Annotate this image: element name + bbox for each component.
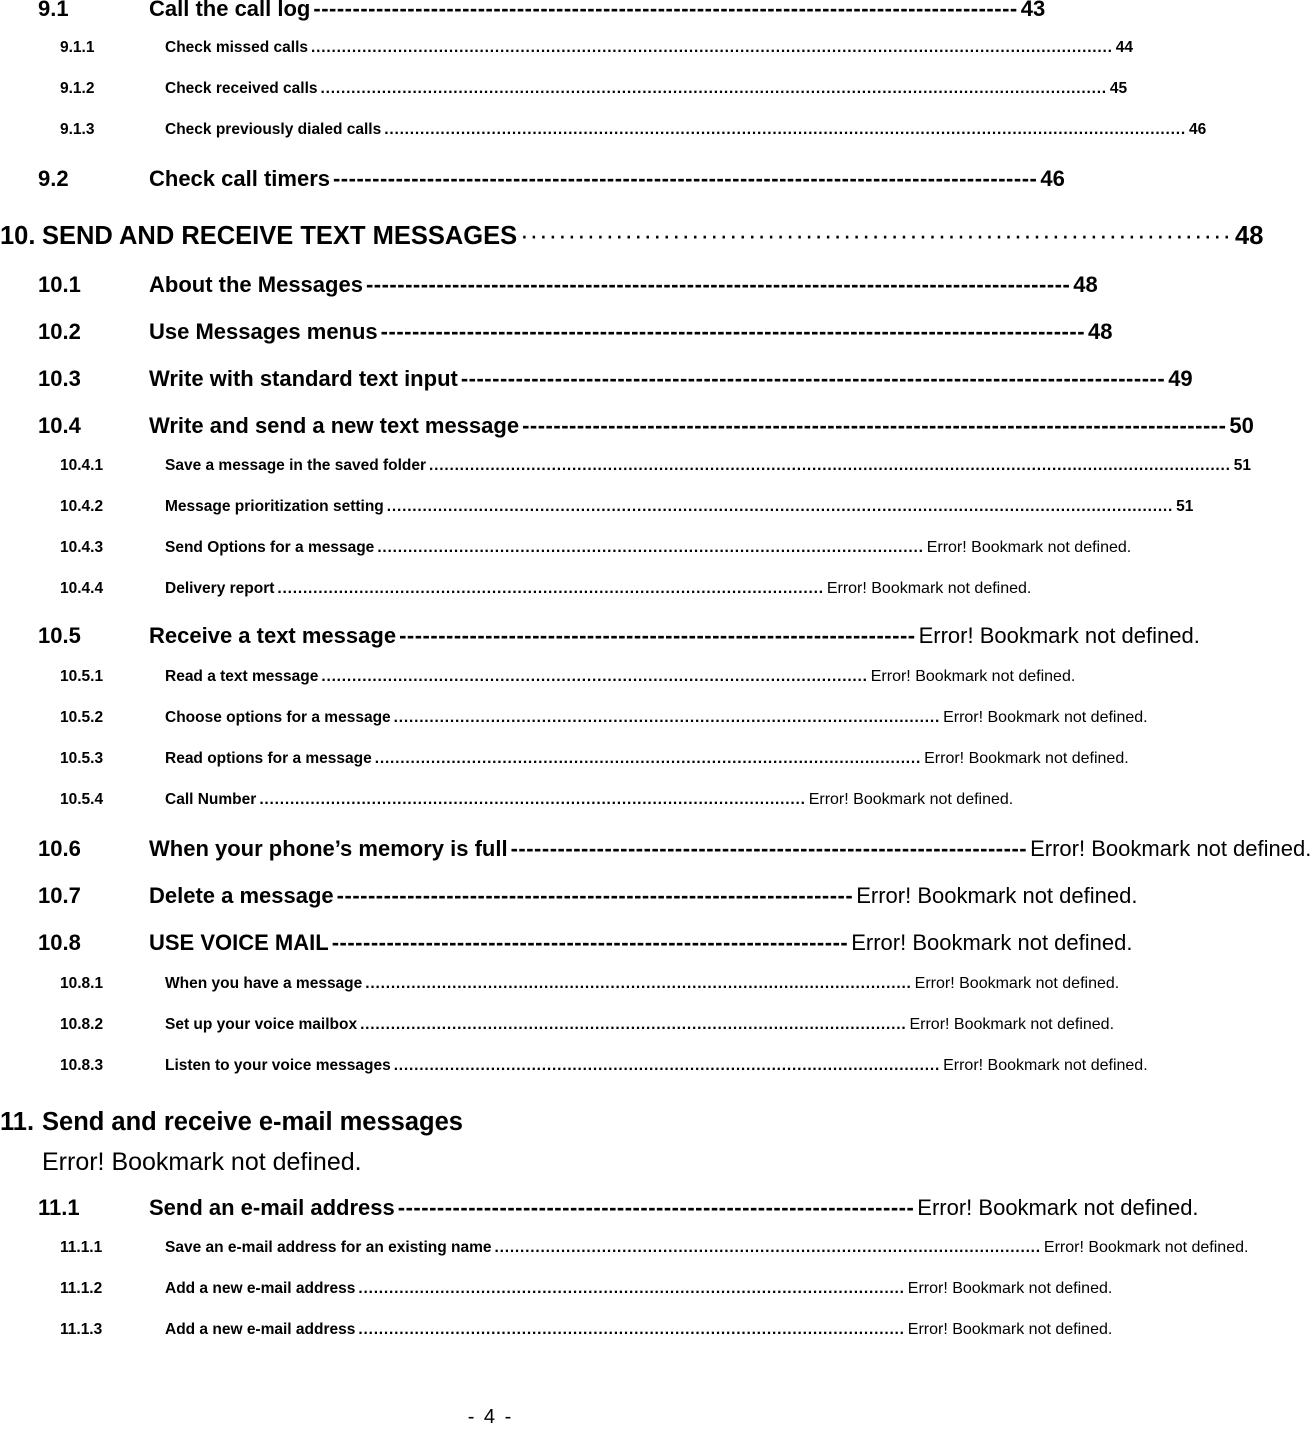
toc-number: 11.1.2: [60, 1280, 103, 1297]
toc-page-error: Error! Bookmark not defined.: [943, 1057, 1148, 1074]
toc-entry[interactable]: [0, 791, 1014, 813]
toc-page: 45: [1109, 80, 1128, 97]
toc-leader: ...........................................................................................................: [360, 1016, 907, 1033]
toc-page-error: Error! Bookmark not defined.: [924, 750, 1129, 767]
toc-entry[interactable]: [0, 121, 1207, 143]
toc-page: 50: [1229, 413, 1254, 438]
toc-leader: ------------------------------------------------------------------: [510, 836, 1028, 861]
toc-number: 9.1: [38, 0, 69, 21]
toc-entry[interactable]: [0, 580, 1032, 602]
toc-leader: ------------------------------------------------------------------: [397, 1195, 915, 1220]
toc-page: 46: [1040, 166, 1065, 191]
toc-leader: ..........................................................................................................................................................: [320, 80, 1107, 97]
toc-number: 10.: [0, 222, 36, 250]
toc-page-error: Error! Bookmark not defined.: [926, 539, 1132, 556]
toc-entry[interactable]: [0, 498, 1194, 520]
toc-number: 10.4.3: [60, 539, 104, 556]
toc-leader: ...........................................................................................................: [377, 539, 924, 556]
toc-leader: ...........................................................................................................: [358, 1280, 905, 1297]
toc-title: Read options for a message: [165, 750, 372, 767]
toc-entry[interactable]: [0, 1239, 1249, 1261]
toc-entry[interactable]: [0, 930, 1133, 960]
toc-number: 10.5.4: [60, 791, 104, 808]
toc-number: 10.4.4: [60, 580, 104, 597]
toc-title: Delivery report: [165, 580, 275, 597]
toc-number: 10.4: [38, 413, 81, 438]
toc-page-error: Error! Bookmark not defined.: [909, 1016, 1115, 1033]
toc-number: 10.8.1: [60, 975, 104, 992]
toc-page-error: Error! Bookmark not defined.: [826, 580, 1032, 597]
toc-title: When your phone’s memory is full: [149, 836, 508, 861]
toc-leader: ------------------------------------------------------------------------------------------: [313, 0, 1018, 21]
toc-page-error: Error! Bookmark not defined.: [907, 1321, 1113, 1338]
toc-leader: ...........................................................................................................: [259, 791, 806, 808]
toc-number: 10.2: [38, 319, 81, 344]
toc-title: Write with standard text input: [149, 366, 458, 391]
toc-title: Check received calls: [165, 80, 318, 97]
toc-leader: ...........................................................................................................: [358, 1321, 905, 1338]
toc-leader: ------------------------------------------------------------------------------------------: [522, 413, 1227, 438]
toc-entry[interactable]: [0, 80, 1128, 102]
toc-title: Check previously dialed calls: [165, 121, 382, 138]
toc-title: Listen to your voice messages: [165, 1057, 391, 1074]
toc-leader: ...........................................................................................................: [277, 580, 824, 597]
toc-page: 48: [1088, 319, 1113, 344]
toc-title: Check missed calls: [165, 39, 309, 56]
toc-leader: ------------------------------------------------------------------------------------------: [460, 366, 1166, 391]
toc-leader: ...........................................................................................................: [321, 668, 868, 685]
toc-page: 48: [1235, 222, 1264, 250]
toc-entry[interactable]: [0, 1195, 1199, 1225]
toc-leader: ------------------------------------------------------------------------------------------: [380, 319, 1086, 344]
toc-page-error: Error! Bookmark not defined.: [1043, 1239, 1249, 1256]
toc-page-error: Error! Bookmark not defined.: [870, 668, 1076, 685]
toc-title: USE VOICE MAIL: [149, 930, 329, 955]
toc-entry[interactable]: [0, 975, 1120, 997]
toc-leader: ..........................................................................................................................................................: [386, 498, 1174, 515]
toc-title: Save an e-mail address for an existing name: [165, 1239, 492, 1256]
toc-number: 10.8.2: [60, 1016, 104, 1033]
toc-entry[interactable]: [0, 1280, 1113, 1302]
toc-leader: ------------------------------------------------------------------------------------------: [365, 272, 1071, 297]
toc-number: 10.4.1: [60, 457, 104, 474]
toc-title: Send Options for a message: [165, 539, 375, 556]
toc-entry[interactable]: [0, 539, 1132, 561]
toc-entry[interactable]: [0, 1016, 1115, 1038]
toc-number: 10.5.1: [60, 668, 104, 685]
toc-page: 49: [1168, 366, 1193, 391]
toc-entry[interactable]: [0, 668, 1076, 690]
toc-page: 51: [1176, 498, 1194, 515]
toc-page-error: Error! Bookmark not defined.: [907, 1280, 1113, 1297]
toc-number: 9.1.3: [60, 121, 95, 138]
toc-title: Save a message in the saved folder: [165, 457, 427, 474]
toc-entry[interactable]: [0, 457, 1251, 479]
toc-title: Use Messages menus: [149, 319, 378, 344]
toc-leader: ------------------------------------------------------------------: [399, 623, 916, 648]
toc-entry[interactable]: [0, 272, 1098, 302]
toc-leader: ...........................................................................................................: [393, 1057, 941, 1074]
toc-entry[interactable]: [0, 883, 1138, 913]
toc-entry[interactable]: [0, 0, 1046, 26]
toc-leader: ...........................................................................................................: [494, 1239, 1041, 1256]
toc-page: 43: [1020, 0, 1046, 21]
toc-number: 9.1.1: [60, 39, 95, 56]
toc-title: Set up your voice mailbox: [165, 1016, 358, 1033]
toc-page-error: Error! Bookmark not defined.: [918, 623, 1200, 648]
toc-title: Choose options for a message: [165, 709, 391, 726]
toc-number: 9.1.2: [60, 80, 95, 97]
toc-entry[interactable]: [0, 836, 1311, 866]
toc-number: 11.1.1: [60, 1239, 103, 1256]
toc-title: Check call timers: [149, 166, 330, 191]
toc-number: 11.1: [38, 1195, 80, 1220]
toc-number: 10.7: [38, 883, 81, 908]
toc-page-error: Error! Bookmark not defined.: [914, 975, 1120, 992]
toc-entry[interactable]: [0, 319, 1113, 349]
toc-title: Read a text message: [165, 668, 319, 685]
toc-page-error: Error! Bookmark not defined.: [42, 1148, 362, 1176]
toc-number: 10.6: [38, 836, 81, 861]
toc-entry[interactable]: [0, 166, 1065, 196]
toc-title: Write and send a new text message: [149, 413, 520, 438]
toc-entry[interactable]: [0, 623, 1200, 653]
toc-entry[interactable]: [0, 709, 1148, 731]
toc-entry[interactable]: [0, 366, 1193, 396]
toc-page: 46: [1188, 121, 1207, 138]
page-number: - 4 -: [467, 1406, 514, 1428]
toc-entry[interactable]: [0, 413, 1254, 443]
toc-title: Delete a message: [149, 883, 334, 908]
toc-page-error: Error! Bookmark not defined.: [808, 791, 1014, 808]
toc-title: Receive a text message: [149, 623, 397, 648]
toc-number: 10.5.2: [60, 709, 104, 726]
toc-number: 10.5: [38, 623, 81, 648]
toc-number: 11.1.3: [60, 1321, 103, 1338]
toc-title: SEND AND RECEIVE TEXT MESSAGES: [42, 222, 518, 250]
toc-page: 44: [1115, 39, 1133, 56]
toc-leader: ...........................................................................................................: [374, 750, 922, 767]
toc-leader: .............................................................................................................................................................: [384, 121, 1186, 138]
toc-title: Message prioritization setting: [165, 498, 384, 515]
toc-page-error: Error! Bookmark not defined.: [851, 930, 1133, 955]
toc-entry[interactable]: [0, 39, 1133, 61]
toc-page-error: Error! Bookmark not defined.: [856, 883, 1138, 908]
toc-title: Add a new e-mail address: [165, 1321, 356, 1338]
toc-entry[interactable]: [0, 750, 1129, 772]
toc-leader: ------------------------------------------------------------------: [336, 883, 854, 908]
toc-number: 10.8: [38, 930, 81, 955]
toc-title: Send and receive e-mail messages: [42, 1108, 463, 1136]
toc-number: 10.4.2: [60, 498, 104, 515]
toc-page-error: Error! Bookmark not defined.: [1030, 836, 1311, 861]
toc-entry[interactable]: [0, 1057, 1148, 1079]
toc-title: About the Messages: [149, 272, 363, 297]
toc-title: Call the call log: [149, 0, 311, 21]
toc-number: 9.2: [38, 166, 69, 191]
toc-page-error: Error! Bookmark not defined.: [917, 1195, 1199, 1220]
toc-number: 10.1: [38, 272, 81, 297]
toc-page: 51: [1233, 457, 1251, 474]
toc-chapter[interactable]: [0, 222, 1264, 256]
toc-number: 10.5.3: [60, 750, 104, 767]
toc-leader: .............................................................................................................................................................: [311, 39, 1113, 56]
toc-leader: ...........................................................................................................: [393, 709, 941, 726]
toc-page-error: Error! Bookmark not defined.: [943, 709, 1148, 726]
toc-leader: ------------------------------------------------------------------: [331, 930, 849, 955]
toc-leader: ------------------------------------------------------------------------------------------: [332, 166, 1038, 191]
toc-number: 11.: [0, 1108, 35, 1136]
toc-title: Send an e-mail address: [149, 1195, 395, 1220]
toc-page: 48: [1073, 272, 1098, 297]
toc-leader: ...........................................................................................................: [365, 975, 912, 992]
toc-leader: ···········································································: [520, 222, 1233, 250]
toc-title: When you have a message: [165, 975, 363, 992]
toc-number: 10.3: [38, 366, 81, 391]
toc-title: Add a new e-mail address: [165, 1280, 356, 1297]
toc-number: 10.8.3: [60, 1057, 104, 1074]
toc-entry[interactable]: [0, 1321, 1113, 1343]
toc-title: Call Number: [165, 791, 257, 808]
toc-leader: .............................................................................................................................................................: [429, 457, 1231, 474]
